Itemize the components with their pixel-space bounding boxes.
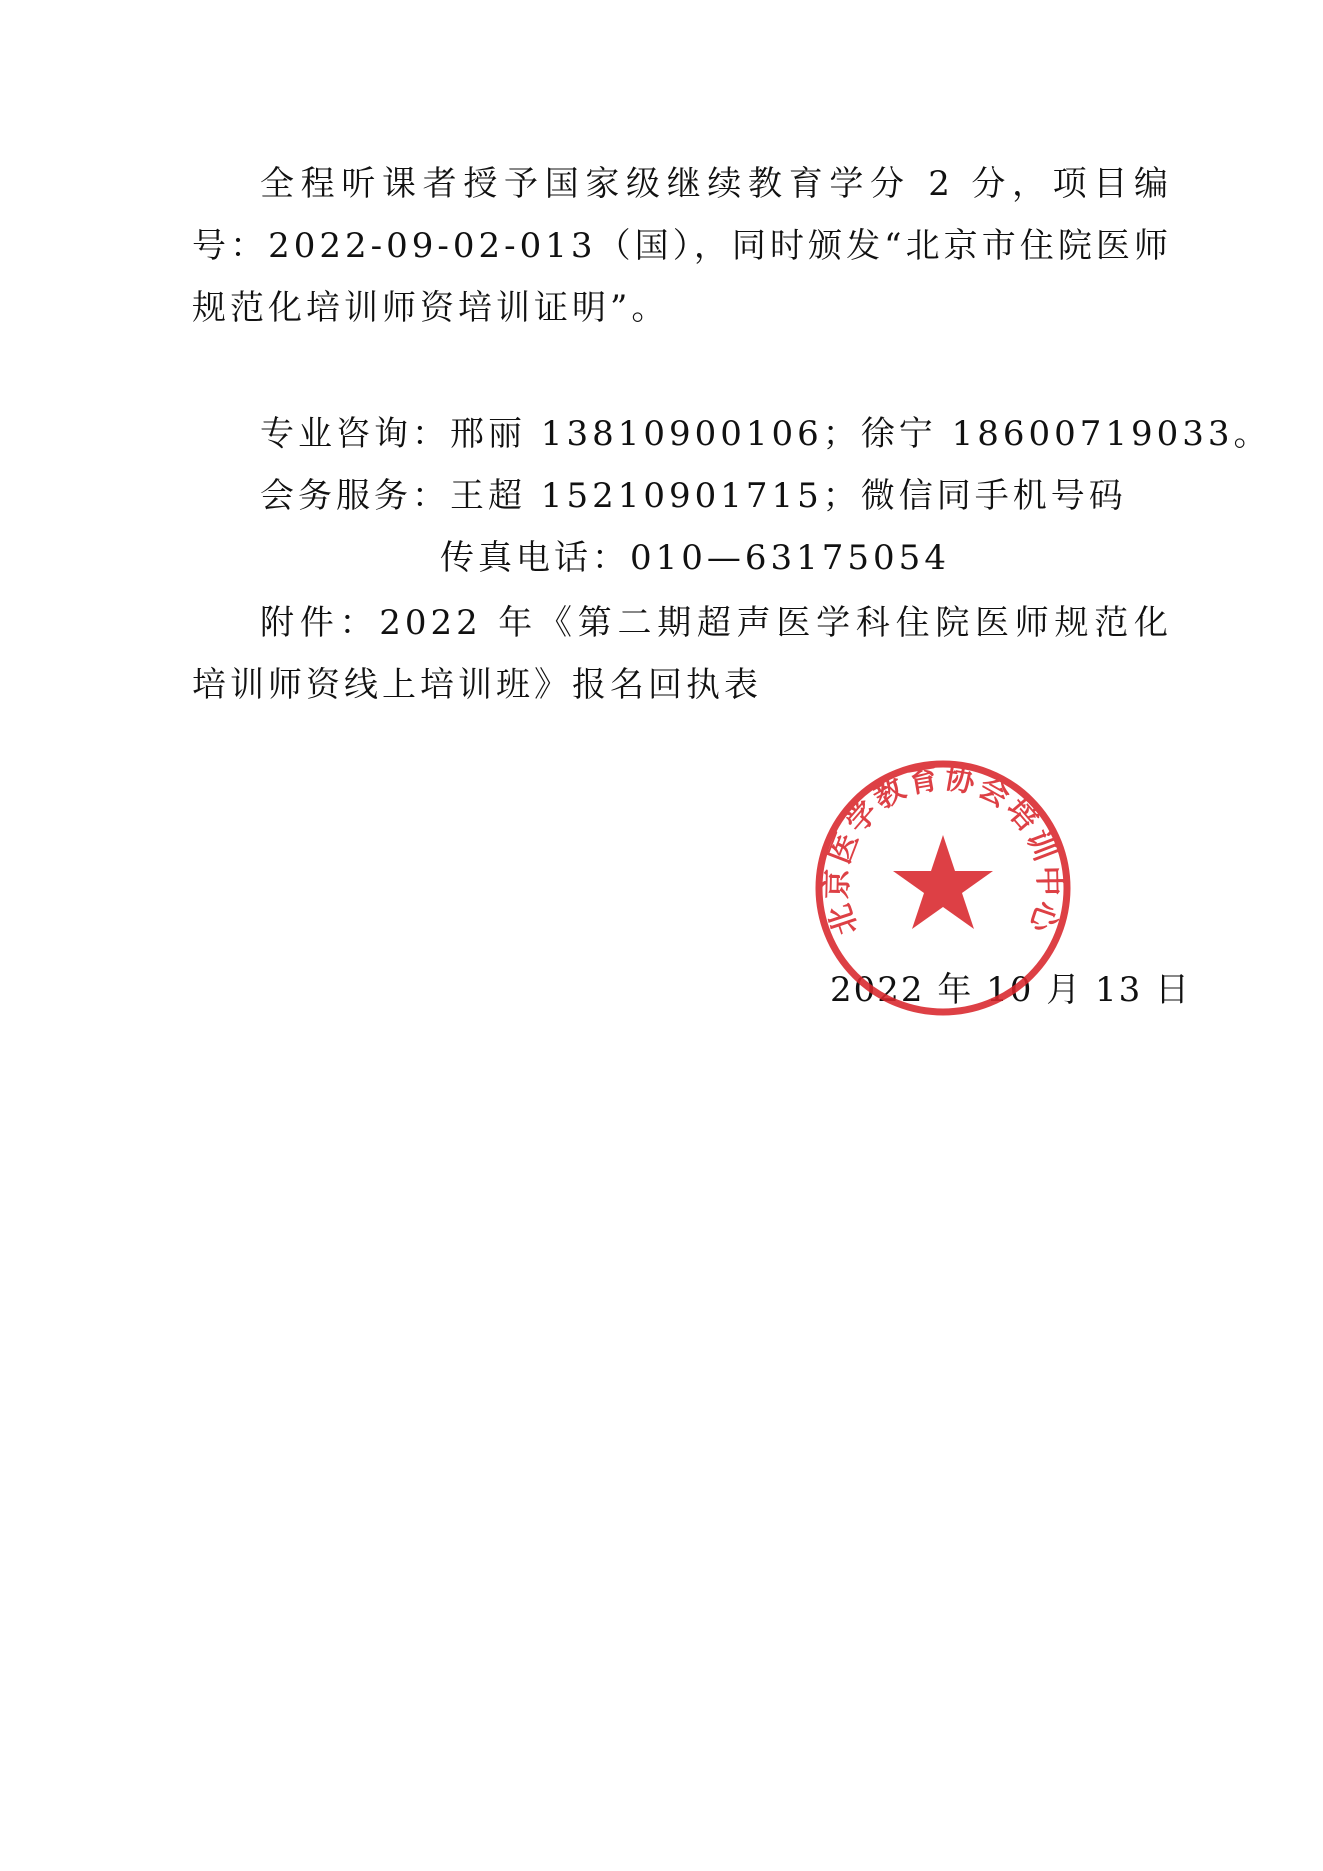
issue-date: 2022 年 10 月 13 日	[830, 970, 1192, 1010]
fax-line: 传真电话：010—63175054	[440, 538, 950, 578]
seal-text: 北京医学教育协会培训中心	[819, 760, 1067, 940]
star-icon	[893, 835, 993, 929]
credit-paragraph: 全程听课者授予国家级继续教育学分 2 分，项目编号：2022-09-02-013（国），同时颁发“北京市住院医师规范化培训师资培训证明”。	[192, 164, 1172, 328]
conference-contact-line: 会务服务：王超 15210901715；微信同手机号码	[260, 476, 1127, 516]
attachment-paragraph: 附件：2022 年《第二期超声医学科住院医师规范化培训师资线上培训班》报名回执表	[192, 603, 1172, 705]
professional-contact-line: 专业咨询：邢丽 13810900106；徐宁 18600719033。	[260, 414, 1272, 454]
official-seal	[812, 757, 1074, 1019]
